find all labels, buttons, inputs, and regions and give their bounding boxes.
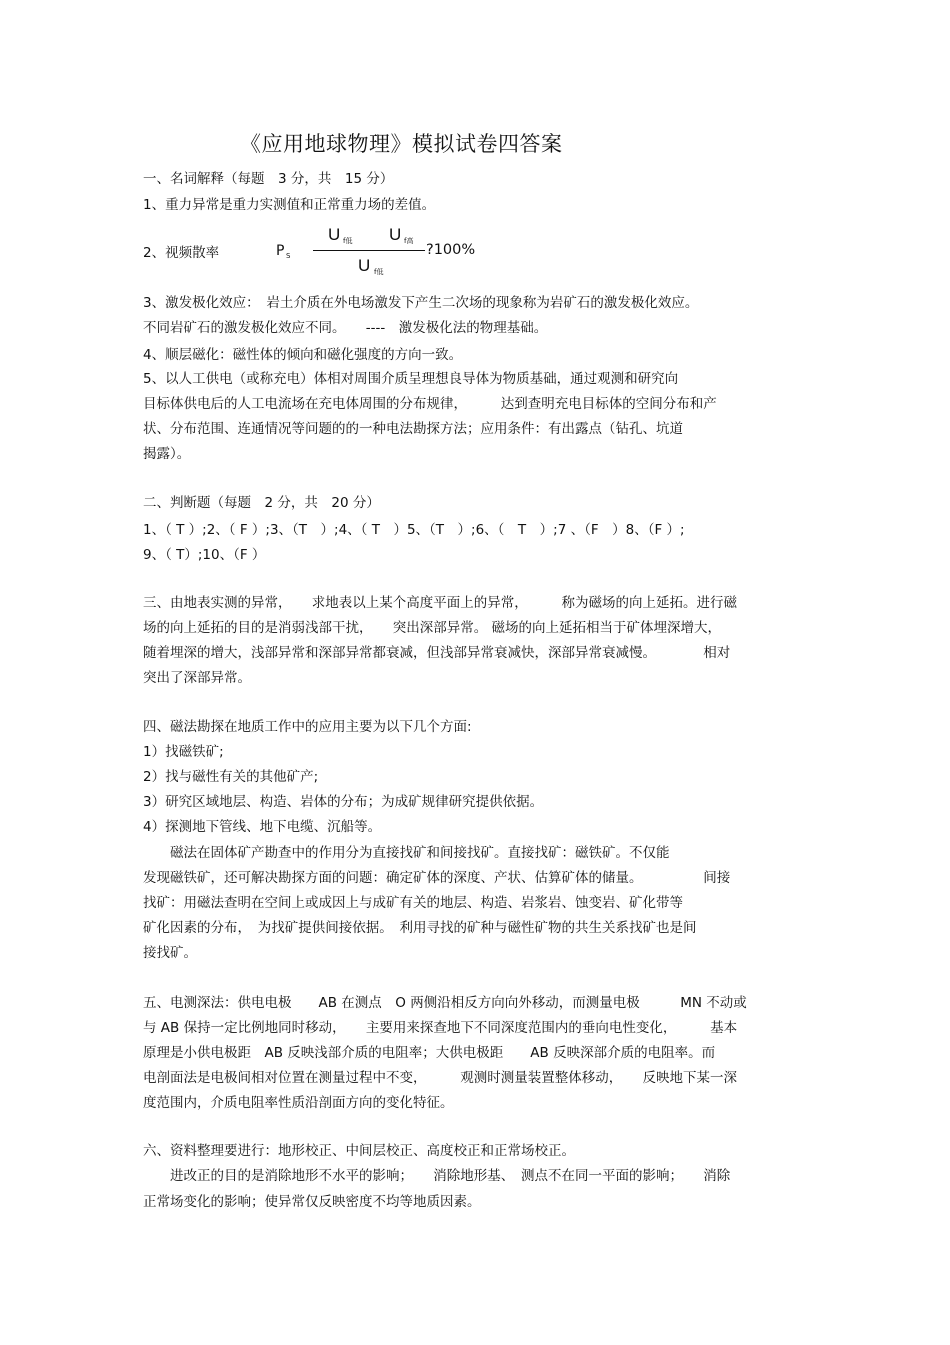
- section-4-item-2: 2）找与磁性有关的其他矿产;: [143, 769, 319, 785]
- answer-1-1: 1、重力异常是重力实测值和正常重力场的差值。: [143, 197, 436, 213]
- section-2-heading: 二、判断题（每题 2 分，共 20 分）: [143, 495, 380, 511]
- formula-numerator-u2: U: [389, 225, 402, 244]
- formula-numerator-u1-sub: f低: [343, 237, 353, 245]
- answer-1-5-line-4: 揭露）。: [143, 446, 191, 462]
- section-5-line-3: 原理是小供电极距 AB 反映浅部介质的电阻率；大供电极距 AB 反映深部介质的电阻率。而: [143, 1045, 716, 1061]
- section-4-item-1: 1）找磁铁矿;: [143, 744, 224, 760]
- answer-1-3-line-2: 不同岩矿石的激发极化效应不同。 ---- 激发极化法的物理基础。: [143, 320, 548, 336]
- section-3-line-1: 三、由地表实测的异常， 求地表以上某个高度平面上的异常， 称为磁场的向上延拓。进行磁: [143, 595, 737, 611]
- section-5-line-1: 五、电测深法：供电电极 AB 在测点 O 两侧沿相反方向向外移动，而测量电极 MN 不动或: [143, 995, 747, 1011]
- section-5-line-5: 度范围内，介质电阻率性质沿剖面方向的变化特征。: [143, 1095, 454, 1111]
- section-3-line-4: 突出了深部异常。: [143, 670, 251, 686]
- section-1-heading: 一、名词解释（每题 3 分，共 15 分）: [143, 171, 394, 187]
- section-3-line-2: 场的向上延拓的目的是消弱浅部干扰， 突出深部异常。 磁场的向上延拓相当于矿体埋深增大，: [143, 620, 722, 636]
- formula-ps: P: [276, 243, 285, 259]
- formula-ps-sub: S: [286, 252, 291, 260]
- section-2-answers-line-2: 9、（ T）;10、（F ）: [143, 547, 266, 563]
- formula-denominator-u: U: [358, 256, 371, 275]
- answer-1-3-line-1: 3、激发极化效应： 岩土介质在外电场激发下产生二次场的现象称为岩矿石的激发极化效应。: [143, 295, 699, 311]
- section-4-line-9: 矿化因素的分布， 为找矿提供间接依据。 利用寻找的矿种与磁性矿物的共生关系找矿也是间: [143, 920, 697, 936]
- formula-tail: ?100%: [426, 242, 476, 258]
- answer-1-4: 4、顺层磁化：磁性体的倾向和磁化强度的方向一致。: [143, 347, 463, 363]
- section-4-line-8: 找矿：用磁法查明在空间上或成因上与成矿有关的地层、构造、岩浆岩、蚀变岩、矿化带等: [143, 895, 683, 911]
- formula-numerator-u2-sub: f高: [404, 237, 414, 245]
- answer-1-5-line-3: 状、分布范围、连通情况等问题的的一种电法勘探方法；应用条件：有出露点（钻孔、坑道: [143, 421, 683, 437]
- section-4-line-10: 接找矿。: [143, 945, 197, 961]
- section-6-line-2: 进改正的目的是消除地形不水平的影响； 消除地形基、 测点不在同一平面的影响； 消除: [143, 1168, 731, 1184]
- formula-denominator-u-sub: f低: [374, 268, 384, 276]
- section-4-item-3: 3）研究区域地层、构造、岩体的分布；为成矿规律研究提供依据。: [143, 794, 544, 810]
- section-6-line-1: 六、资料整理要进行：地形校正、中间层校正、高度校正和正常场校正。: [143, 1143, 575, 1159]
- formula-numerator-u1: U: [328, 225, 341, 244]
- answer-1-5-line-2: 目标体供电后的人工电流场在充电体周围的分布规律， 达到查明充电目标体的空间分布和产: [143, 396, 717, 412]
- section-4-line-1: 四、磁法勘探在地质工作中的应用主要为以下几个方面:: [143, 719, 472, 735]
- formula-fraction-bar: [313, 250, 425, 251]
- section-2-answers-line-1: 1、（ T ）;2、（ F ）;3、（T ）;4、（ T ）5、（T ）;6、（ T ）;7 、（F ）8、（F ）;: [143, 522, 685, 538]
- section-4-line-6: 磁法在固体矿产勘查中的作用分为直接找矿和间接找矿。直接找矿：磁铁矿。不仅能: [143, 845, 670, 861]
- section-4-line-7: 发现磁铁矿，还可解决勘探方面的问题：确定矿体的深度、产状、估算矿体的储量。 间接: [143, 870, 731, 886]
- document-title: 《应用地球物理》模拟试卷四答案: [240, 132, 563, 156]
- section-5-line-2: 与 AB 保持一定比例地同时移动， 主要用来探查地下不同深度范围内的垂向电性变化， 基本: [143, 1020, 738, 1036]
- section-5-line-4: 电剖面法是电极间相对位置在测量过程中不变， 观测时测量装置整体移动， 反映地下某一深: [143, 1070, 737, 1086]
- section-4-item-4: 4）探测地下管线、地下电缆、沉船等。: [143, 819, 382, 835]
- section-3-line-3: 随着埋深的增大，浅部异常和深部异常都衰减，但浅部异常衰减快，深部异常衰减慢。 相对: [143, 645, 731, 661]
- answer-1-5-line-1: 5、以人工供电（或称充电）体相对周围介质呈理想良导体为物质基础，通过观测和研究向: [143, 371, 679, 387]
- answer-1-2-label: 2、视频散率: [143, 245, 220, 261]
- section-6-line-3: 正常场变化的影响；使异常仅反映密度不均等地质因素。: [143, 1194, 481, 1210]
